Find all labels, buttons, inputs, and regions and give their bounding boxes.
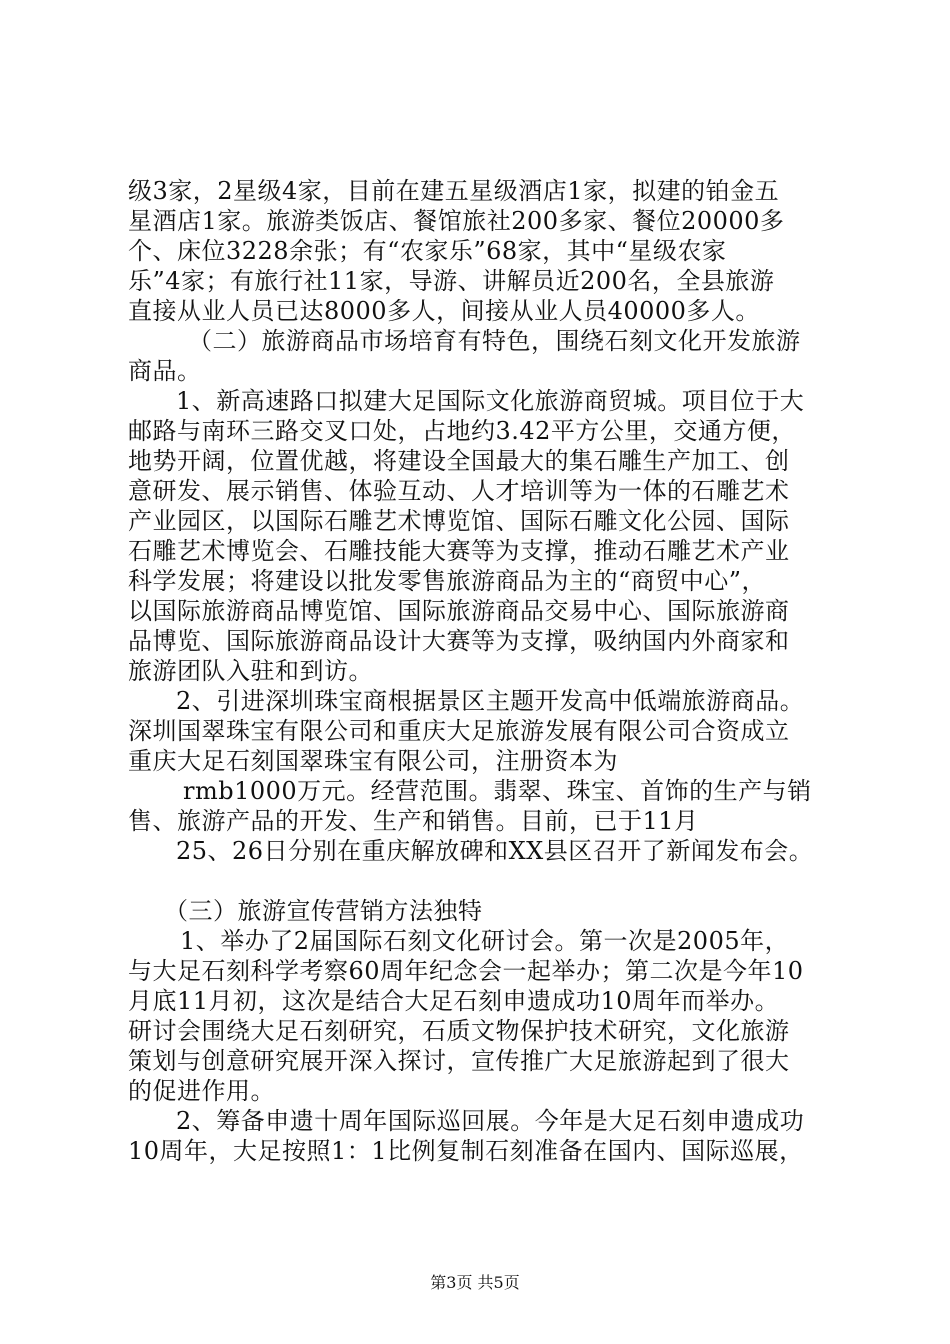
paragraph-line: 品博览、国际旅游商品设计大赛等为支撑，吸纳国内外商家和 [128, 627, 790, 655]
paragraph-line: rmb1000万元。经营范围。翡翠、珠宝、首饰的生产与销 [183, 777, 812, 805]
paragraph-line: 意研发、展示销售、体验互动、人才培训等为一体的石雕艺术 [128, 477, 790, 505]
paragraph-line: 直接从业人员已达8000多人，间接从业人员40000多人。 [128, 297, 760, 325]
page-footer: 第3页 共5页 [430, 1273, 520, 1292]
paragraph-line: 重庆大足石刻国翠珠宝有限公司，注册资本为 [128, 747, 618, 775]
paragraph-line: 地势开阔，位置优越，将建设全国最大的集石雕生产加工、创 [128, 447, 790, 475]
paragraph-line: 科学发展；将建设以批发零售旅游商品为主的“商贸中心”， [128, 567, 767, 595]
paragraph-line: 售、旅游产品的开发、生产和销售。目前，已于11月 [128, 807, 699, 835]
paragraph-line: 邮路与南环三路交叉口处，占地约3.42平方公里，交通方便， [128, 417, 796, 445]
paragraph-line: 月底11月初，这次是结合大足石刻申遗成功10周年而举办。 [128, 987, 780, 1015]
paragraph-line: 旅游团队入驻和到访。 [128, 657, 373, 685]
paragraph-line: 深圳国翠珠宝有限公司和重庆大足旅游发展有限公司合资成立 [128, 717, 790, 745]
paragraph-line: 1、举办了2届国际石刻文化研讨会。第一次是2005年， [180, 927, 790, 955]
paragraph-line: 石雕艺术博览会、石雕技能大赛等为支撑，推动石雕艺术产业 [128, 537, 790, 565]
paragraph-line: 2、引进深圳珠宝商根据景区主题开发高中低端旅游商品。 [176, 687, 805, 715]
section-heading-2: （二）旅游商品市场培育有特色，围绕石刻文化开发旅游 [188, 327, 801, 355]
paragraph-line: 的促进作用。 [128, 1077, 275, 1105]
paragraph-line: 2、筹备申遗十周年国际巡回展。今年是大足石刻申遗成功 [176, 1107, 805, 1135]
paragraph-line: 1、新高速路口拟建大足国际文化旅游商贸城。项目位于大 [176, 387, 805, 415]
paragraph-line: 商品。 [128, 357, 202, 385]
paragraph-line: 25、26日分别在重庆解放碑和XX县区召开了新闻发布会。 [176, 837, 814, 865]
paragraph-line: 与大足石刻科学考察60周年纪念会一起举办；第二次是今年10 [128, 957, 804, 985]
paragraph-line: 星酒店1家。旅游类饭店、餐馆旅社200多家、餐位20000多 [128, 207, 785, 235]
section-heading-3: （三）旅游宣传营销方法独特 [164, 897, 483, 925]
paragraph-line: 10周年，大足按照1：1比例复制石刻准备在国内、国际巡展， [128, 1137, 804, 1165]
paragraph-line: 产业园区，以国际石雕艺术博览馆、国际石雕文化公园、国际 [128, 507, 790, 535]
paragraph-line: 以国际旅游商品博览馆、国际旅游商品交易中心、国际旅游商 [128, 597, 790, 625]
paragraph-line: 乐”4家；有旅行社11家，导游、讲解员近200名，全县旅游 [128, 267, 775, 295]
paragraph-line: 级3家，2星级4家，目前在建五星级酒店1家，拟建的铂金五 [128, 177, 780, 205]
paragraph-line: 研讨会围绕大足石刻研究，石质文物保护技术研究，文化旅游 [128, 1017, 790, 1045]
paragraph-line: 个、床位3228余张；有“农家乐”68家，其中“星级农家 [128, 237, 727, 265]
paragraph-line: 策划与创意研究展开深入探讨，宣传推广大足旅游起到了很大 [128, 1047, 790, 1075]
